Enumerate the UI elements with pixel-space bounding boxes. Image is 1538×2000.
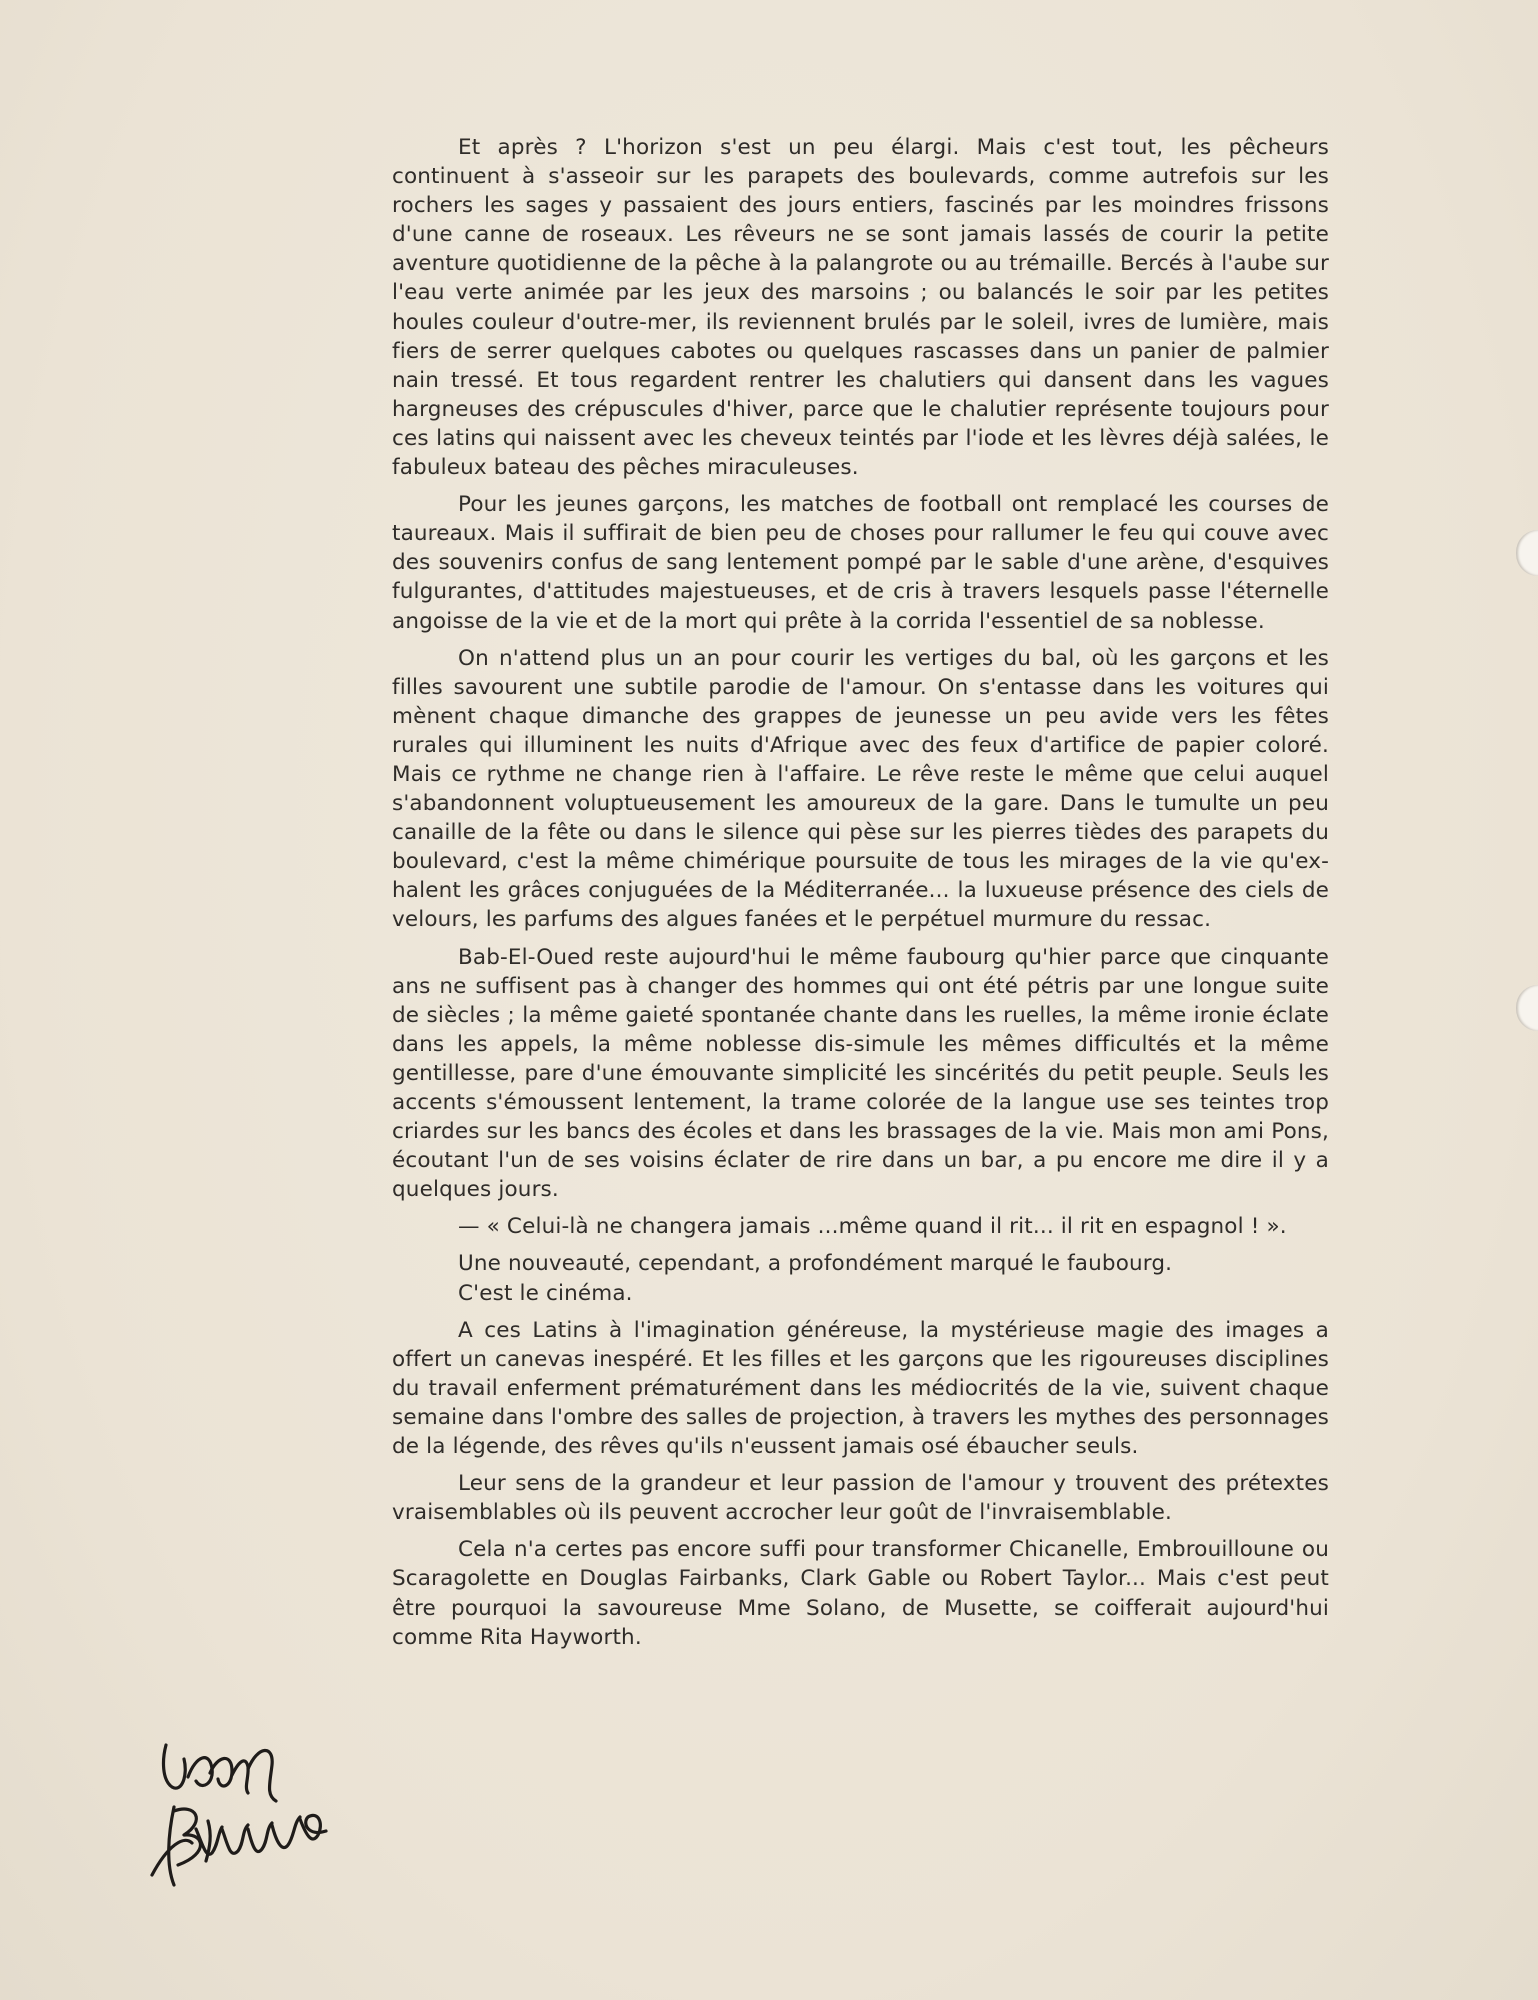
handwritten-signature bbox=[148, 1725, 333, 1895]
paragraph-cinema: C'est le cinéma. bbox=[458, 1280, 633, 1306]
paragraph-grandeur: Leur sens de la grandeur et leur passion de l'amour y trouvent des prétextes vraisemblables où ils peuvent accrocher leur goût de l'invraisemblable. bbox=[392, 1471, 1329, 1526]
paragraph-bab-el-oued: Bab-El-Oued reste aujourd'hui le même faubourg qu'hier parce que cinquante ans ne suffisent pas à changer des hommes qui ont été pétris par une longue suite de siècles ; la même gaieté spontanée chante dans les ruelles, la même ironie éclate dans les appels, la même noblesse dis-simule les mêmes difficultés et la même gentillesse, pare d'une émouvante simplicité les sincérités du petit peuple. Seuls les accents s'émoussent lentement, la trame colorée de la langue use ses teintes trop criardes sur les bancs des écoles et dans les brassages de la vie. Mais mon ami Pons, écoutant l'un de ses voisins éclater de rire dans un bar, a pu encore me dire il y a quelques jours. bbox=[392, 944, 1329, 1203]
page-edge-notch-top bbox=[1516, 530, 1538, 576]
page-edge-notch-bottom bbox=[1516, 985, 1538, 1031]
paragraph-football: Pour les jeunes garçons, les matches de football ont remplacé les courses de taureaux. Mais il suffirait de bien peu de choses pour rallumer le feu qui couve avec des souvenirs confus de sang lentement pompé par le sable d'une arène, d'esquives fulgurantes, d'attitudes majestueuses, et de cris à travers lesquels passe l'éternelle angoisse de la vie et de la mort qui prête à la corrida l'essentiel de sa noblesse. bbox=[392, 492, 1329, 634]
body-text bbox=[392, 133, 1329, 1660]
paragraph-chicanelle: Cela n'a certes pas encore suffi pour transformer Chicanelle, Embrouilloune ou Scaragolette en Douglas Fairbanks, Clark Gable ou Robert Taylor... Mais c'est peut être pourquoi la savoureuse Mme Solano, de Musette, se coifferait aujourd'hui comme Rita Hayworth. bbox=[392, 1537, 1329, 1650]
paragraph-ball: On n'attend plus un an pour courir les vertiges du bal, où les garçons et les filles savourent une subtile parodie de l'amour. On s'entasse dans les voitures qui mènent chaque dimanche des grappes de jeunesse un peu avide vers les fêtes rurales qui illuminent les nuits d'Afrique avec des feux d'artifice de papier coloré. Mais ce rythme ne change rien à l'affaire. Le rêve reste le même que celui auquel s'abandonnent voluptueusement les amoureux de la gare. Dans le tumulte un peu canaille de la fête ou dans le silence qui pèse sur les pierres tièdes des parapets du boulevard, c'est la même chimérique poursuite de tous les mirages de la vie qu'ex-halent les grâces conjuguées de la Méditerranée... la luxueuse présence des ciels de velours, les parfums des algues fanées et le perpétuel murmure du ressac. bbox=[392, 645, 1329, 933]
paragraph-latins: A ces Latins à l'imagination généreuse, la mystérieuse magie des images a offert un canevas inespéré. Et les filles et les garçons que les rigoureuses disciplines du travail enferment prématurément dans les médiocrités de la vie, suivent chaque semaine dans l'ombre des salles de projection, à travers les mythes des personnages de la légende, des rêves qu'ils n'eussent jamais osé ébaucher seuls. bbox=[392, 1317, 1329, 1460]
paragraph-novelty: Une nouveauté, cependant, a profondément marqué le faubourg. bbox=[458, 1251, 1173, 1277]
paragraph-quote: — « Celui-là ne changera jamais ...même quand il rit... il rit en espagnol ! ». bbox=[458, 1214, 1287, 1240]
paragraph-fishermen: Et après ? L'horizon s'est un peu élargi. Mais c'est tout, les pêcheurs continuent à s'asseoir sur les parapets des boulevards, comme autrefois sur les rochers les sages y passaient des jours entiers, fascinés par les moindres frissons d'une canne de roseaux. Les rêveurs ne se sont jamais lassés de courir la petite aventure quotidienne de la pêche à la palangrote ou au trémaille. Bercés à l'aube sur l'eau verte animée par les jeux des marsoins ; ou balancés le soir par les petites houles couleur d'outre-mer, ils reviennent brulés par le soleil, ivres de lumière, mais fiers de serrer quelques cabotes ou quelques rascasses dans un panier de palmier nain tressé. Et tous regardent rentrer les chalutiers qui dansent dans les vagues hargneuses des crépuscules d'hiver, parce que le chalutier représente toujours pour ces latins qui naissent avec les cheveux teintés par l'iode et les lèvres déjà salées, le fabuleux bateau des pêches miraculeuses. bbox=[392, 135, 1329, 481]
